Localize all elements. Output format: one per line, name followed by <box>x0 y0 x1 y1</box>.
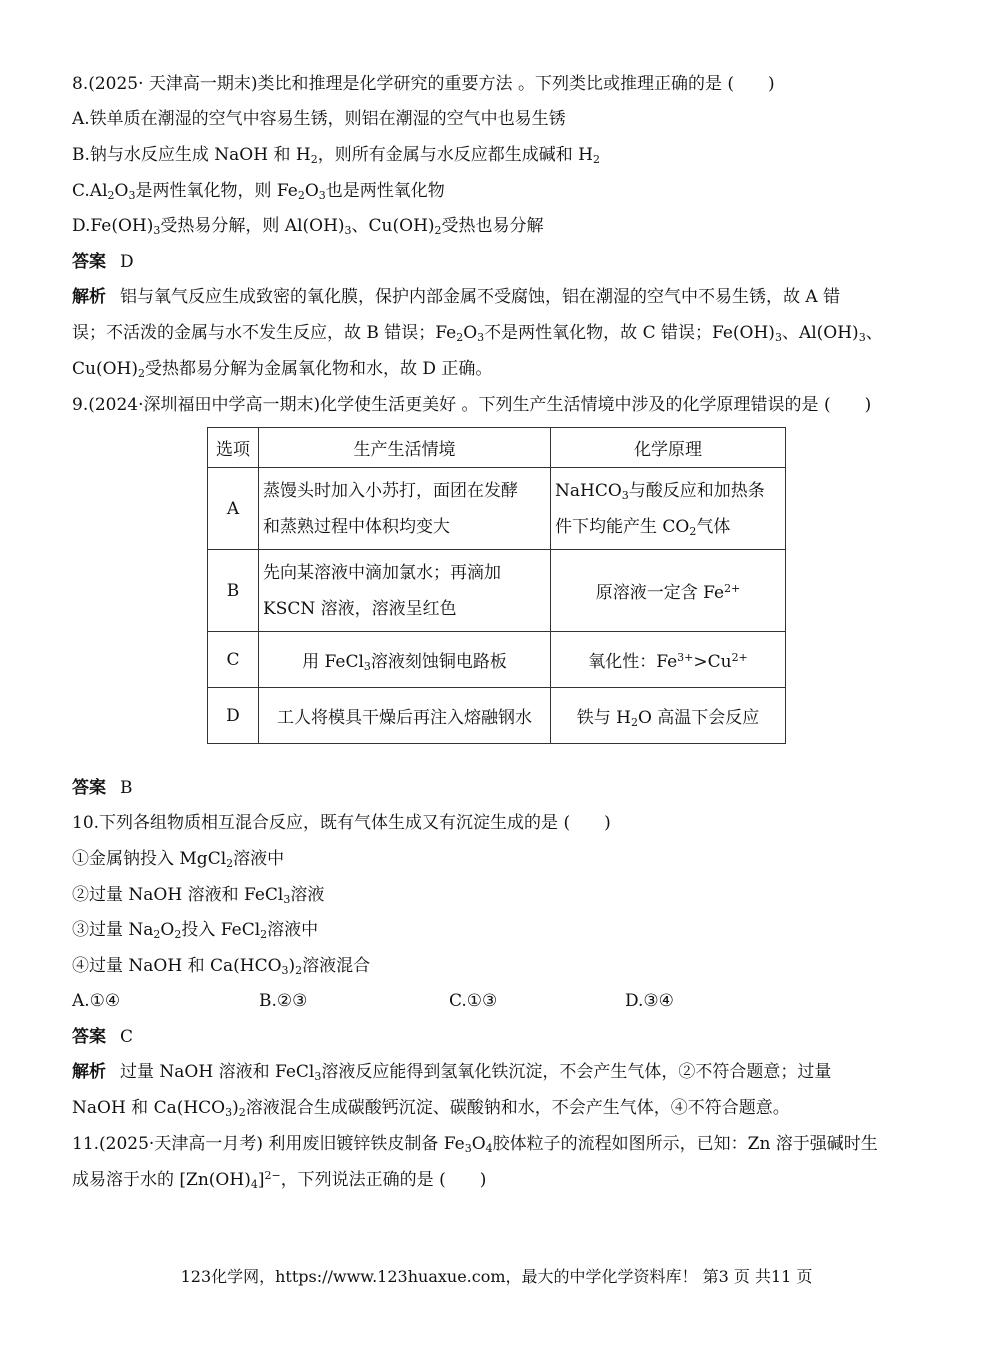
q9-header-scenario: 生产生活情境 <box>259 428 551 468</box>
q8-option-c: $C.Al_2O_3$是两性氧化物，则 $Fe_2O_3$也是两性氧化物 <box>72 181 445 202</box>
q9-row-a-principle: NaHCO$_3$与酸反应和加热条 件下均能产生 $CO_2$气体 <box>551 468 786 550</box>
q10-explanation-line-2: NaOH 和 $Ca(HCO_3)_2$溶液混合生成碳酸钙沉淀、碳酸钠和水，不会产生气体，④不符合题意。 <box>72 1098 790 1119</box>
q10-choice-a: A.①④ <box>72 991 121 1011</box>
q10-item-4: ④过量 NaOH 和 $Ca(HCO_3)_2$溶液混合 <box>72 956 371 977</box>
q8-explanation-line-2: 误；不活泼的金属与水不发生反应，故 B 错误；$Fe_2O_3$不是两性氧化物，故 C 错误；$Fe(OH)_3$、$Al(OH)_3$、 <box>72 323 883 344</box>
q11-stem-line-2: 成易溶于水的 $[Zn(OH)_4]^{2-}$，下列说法正确的是 ( ) <box>72 1169 487 1191</box>
q9-row-c-option: C <box>208 632 259 688</box>
q9-stem: 9.(2024·深圳福田中学高一期末)化学使生活更美好 。下列生产生活情境中涉及的化学原理错误的是 ( ) <box>72 395 872 415</box>
q8-answer: 答案 D <box>72 252 134 272</box>
q9-row-d-principle: 铁与 $H_2O$ 高温下会反应 <box>551 688 786 744</box>
q9-table-header-row <box>208 428 786 468</box>
q8-explanation-line-1: 解析 铝与氧气反应生成致密的氧化膜，保护内部金属不受腐蚀，铝在潮湿的空气中不易生锈，故 A 错 <box>72 287 841 307</box>
q10-choice-b: B.②③ <box>259 991 308 1011</box>
q8-option-a: A.铁单质在潮湿的空气中容易生锈，则铝在潮湿的空气中也易生锈 <box>72 109 566 129</box>
q9-row-b-principle: 原溶液一定含 $Fe^{2+}$ <box>551 550 786 632</box>
q10-item-3: ③过量 $Na_2O_2$投入 FeCl$_2$溶液中 <box>72 920 319 941</box>
q9-answer: 答案 B <box>72 778 133 798</box>
q8-option-b: B.钠与水反应生成 NaOH 和 $H_2$，则所有金属与水反应都生成碱和 $H_2$ <box>72 145 600 166</box>
q10-answer: 答案 C <box>72 1027 134 1047</box>
q10-item-1: ①金属钠投入 MgCl$_2$溶液中 <box>72 849 285 870</box>
q8-explanation-line-3: $Cu(OH)_2$受热都易分解为金属氧化物和水，故 D 正确。 <box>72 359 493 380</box>
q9-row-d-option: D <box>208 688 259 744</box>
q9-row-a-scenario: 蒸馒头时加入小苏打，面团在发酵 和蒸熟过程中体积均变大 <box>259 468 551 550</box>
q9-row-a-option: A <box>208 468 259 550</box>
q9-row-a <box>208 468 786 550</box>
q8-stem: 8.(2025· 天津高一期末)类比和推理是化学研究的重要方法 。下列类比或推理正确的是 ( ) <box>72 74 775 94</box>
q9-row-b-scenario: 先向某溶液中滴加氯水；再滴加 KSCN 溶液，溶液呈红色 <box>259 550 551 632</box>
q10-choice-d: D.③④ <box>625 991 674 1011</box>
q9-row-c <box>208 632 786 688</box>
q9-header-option: 选项 <box>208 428 259 468</box>
q10-item-2: ②过量 NaOH 溶液和 FeCl$_3$溶液 <box>72 885 325 906</box>
q9-row-b <box>208 550 786 632</box>
page-footer: 123化学网，https://www.123huaxue.com，最大的中学化学资料库！ 第3 页 共11 页 <box>180 1267 813 1286</box>
q11-stem-line-1: 11.(2025·天津高一月考) 利用废旧镀锌铁皮制备 $Fe_3O_4$胶体粒子的流程如图所示，已知：Zn 溶于强碱时生 <box>72 1134 878 1155</box>
q9-row-b-option: B <box>208 550 259 632</box>
q9-header-principle: 化学原理 <box>551 428 786 468</box>
q10-explanation-line-1: 解析 过量 NaOH 溶液和 FeCl$_3$溶液反应能得到氢氧化铁沉淀，不会产生气体，②不符合题意；过量 <box>72 1062 832 1083</box>
q9-row-d-scenario: 工人将模具干燥后再注入熔融钢水 <box>259 688 551 744</box>
q8-option-d: $D.Fe(OH)_3$受热易分解，则 $Al(OH)_3$、$Cu(OH)_2$受热也易分解 <box>72 216 544 237</box>
q10-stem: 10.下列各组物质相互混合反应，既有气体生成又有沉淀生成的是 ( ) <box>72 813 611 833</box>
q10-choice-c: C.①③ <box>449 991 498 1011</box>
q9-table <box>207 427 786 744</box>
q9-row-c-principle: 氧化性：$Fe^{3+}>Cu^{2+}$ <box>551 632 786 688</box>
q9-row-c-scenario: 用 FeCl$_3$溶液刻蚀铜电路板 <box>259 632 551 688</box>
q9-row-d <box>208 688 786 744</box>
